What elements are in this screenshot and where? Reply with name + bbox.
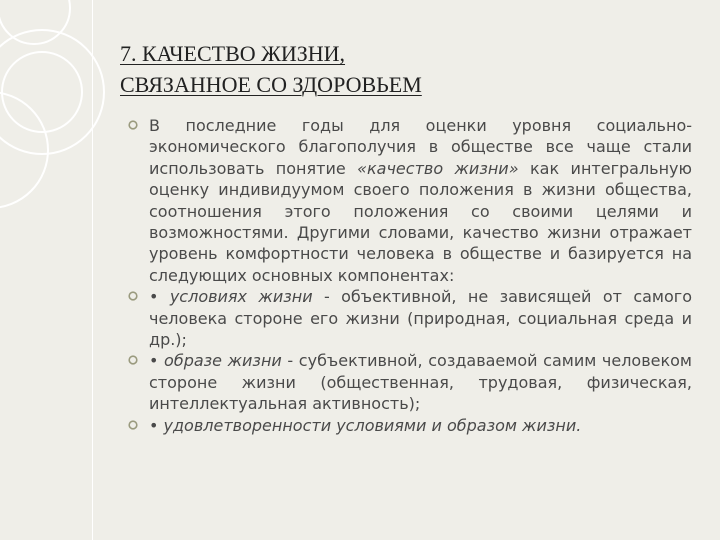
decor-circle bbox=[2, 52, 82, 132]
circle-bullet-icon bbox=[128, 291, 138, 301]
list-item bbox=[128, 115, 692, 286]
list-item bbox=[128, 286, 692, 350]
decor-circle bbox=[0, 30, 104, 154]
item-emphasis: • условиях жизни bbox=[149, 287, 313, 307]
circle-bullet-icon bbox=[128, 355, 138, 365]
decor-circle bbox=[0, 0, 70, 44]
vertical-rule bbox=[92, 0, 93, 540]
item-text: - субъективной, создаваемой самим человеком стороне жизни (общественная, трудовая, физическая, интеллектуальная активность); bbox=[149, 351, 693, 414]
item-text: как интегральную оценку индивидуумом своего положения в жизни общества, соотношения этого положения со своими целями и возможностями. Другими словами, качество жизни отражает уровень комфортности человека в обществе и базируется на следующих основных компонентах: bbox=[149, 158, 692, 285]
slide-title bbox=[120, 38, 680, 100]
item-emphasis: • удовлетворенности условиями и образом жизни. bbox=[149, 415, 582, 435]
item-text: - объективной, не зависящей от самого человека стороне его жизни (природная, социальная среда и др.); bbox=[149, 287, 692, 350]
title-line-2: СВЯЗАННОЕ СО ЗДОРОВЬЕМ bbox=[120, 72, 422, 97]
list-item bbox=[128, 350, 692, 414]
list-item bbox=[128, 415, 692, 436]
bullet-list bbox=[128, 115, 692, 436]
decor-circle bbox=[0, 92, 48, 208]
item-emphasis: «качество жизни» bbox=[357, 158, 519, 178]
item-text: В последние годы для оценки уровня социально-экономического благополучия в обществе все чаще стали использовать понятие bbox=[149, 116, 692, 178]
circle-bullet-icon bbox=[128, 120, 138, 130]
circle-bullet-icon bbox=[128, 420, 138, 430]
title-line-1: 7. КАЧЕСТВО ЖИЗНИ, bbox=[120, 41, 346, 66]
item-emphasis: • образе жизни bbox=[149, 351, 282, 371]
